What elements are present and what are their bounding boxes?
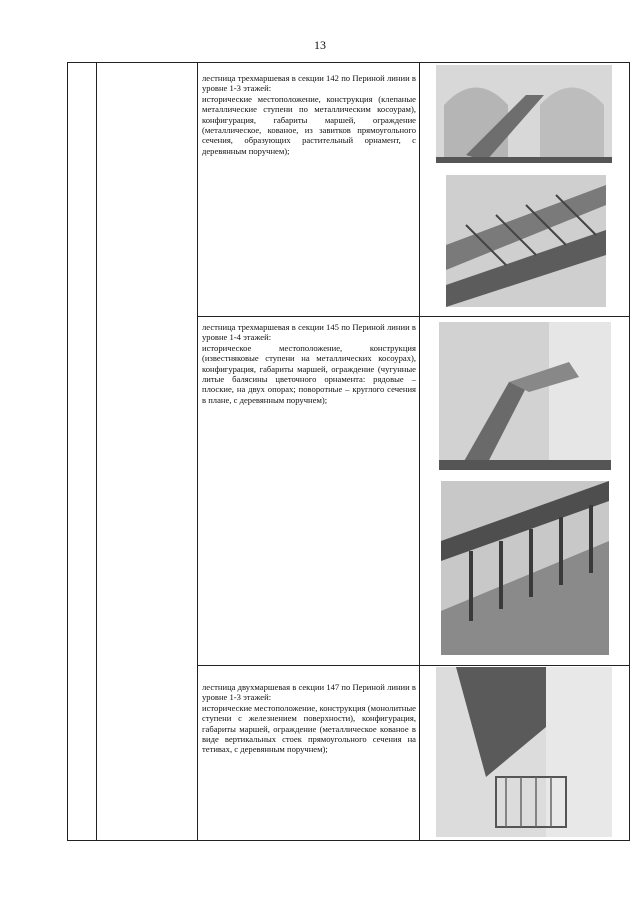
description-table (67, 62, 630, 841)
staircase-photo-142-b (446, 175, 606, 307)
staircase-heading: лестница трехмаршевая в секции 142 по Периной линии в уровне 1-3 этажей: (202, 73, 416, 94)
staircase-heading: лестница трехмаршевая в секции 145 по Периной линии в уровне 1-4 этажей: (202, 322, 416, 343)
staircase-photo-147 (436, 667, 612, 837)
staircase-description-142 (202, 73, 416, 156)
column-divider-3 (419, 63, 420, 840)
staircase-details: историческое местоположение, конструкция (известняковые ступени на металлических косоурах), конфигурация, габариты маршей, ограждение (чугунные литые балясины цветочного орнамента: рядовые – плоские, на двух опорах; поворотные – круглого сечения в плане, с деревянным поручнем); (202, 342, 416, 405)
staircase-description-145 (202, 322, 416, 405)
staircase-photo-142-a (436, 65, 612, 163)
staircase-description-147 (202, 682, 416, 755)
staircase-heading: лестница двухмаршевая в секции 147 по Периной линии в уровне 1-3 этажей: (202, 682, 416, 703)
staircase-details: исторические местоположение, конструкция (клепаные металлические ступени по металлическим косоурам), конфигурация, габариты маршей, ограждение (металлическое, кованое, из завитков прямоугольного сечения, образующих растительный орнамент, с деревянным поручнем); (202, 93, 416, 156)
row-divider-2 (197, 665, 629, 666)
staircase-photo-145-b (441, 481, 609, 655)
row-divider-1 (197, 316, 629, 317)
column-divider-1 (96, 63, 97, 840)
staircase-photo-145-a (439, 322, 611, 470)
staircase-details: исторические местоположение, конструкция (монолитные ступени с железнением поверхности), конфигурация, габариты маршей, ограждение (металлическое кованое в виде вертикальных стоек прямоугольного сечения на тетивах, с деревянным поручнем); (202, 702, 416, 755)
column-divider-2 (197, 63, 198, 840)
page-number: 13 (314, 38, 326, 52)
